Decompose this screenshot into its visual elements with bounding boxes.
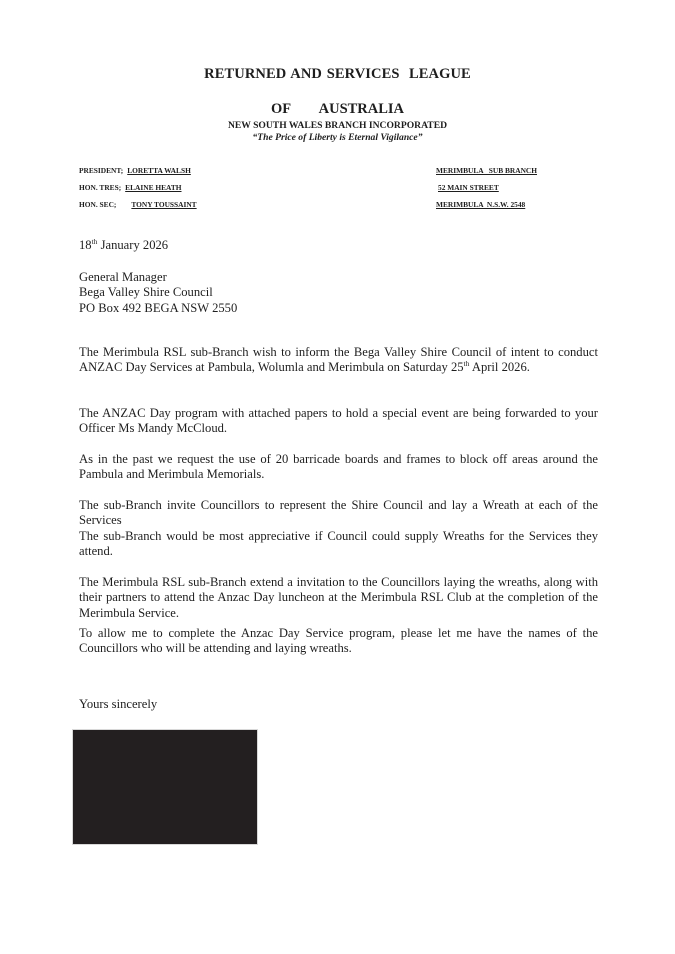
sender-address-line: MERIMBULA SUB BRANCH: [436, 166, 538, 175]
paragraph-text: The Merimbula RSL sub-Branch wish to inform the Bega Valley Shire Council of intent to conduct ANZAC Day Services at Pambula, Wolumla and Merimbula on Saturday 25: [79, 345, 598, 375]
officer-president: [79, 166, 191, 175]
recipient-line: Bega Valley Shire Council: [79, 285, 213, 300]
paragraph-luncheon: The Merimbula RSL sub-Branch extend a invitation to the Councillors laying the wreaths, along with their partners to attend the Anzac Day luncheon at the Merimbula RSL Club at the completion of the Merimbula Service.: [79, 575, 598, 620]
letterhead-title: RETURNED AND SERVICES LEAGUE: [204, 66, 471, 82]
officer-role: HON. TRES;: [79, 183, 122, 192]
paragraph-text: April 2026.: [469, 360, 530, 375]
recipient-line: General Manager: [79, 270, 167, 284]
recipient-line: PO Box 492 BEGA NSW 2550: [79, 300, 238, 315]
paragraph-invite-councillors: The sub-Branch invite Councillors to represent the Shire Council and lay a Wreath at each of the Services: [79, 498, 598, 528]
sender-address-line: 52 MAIN STREET: [438, 183, 499, 192]
paragraph-intent: [79, 345, 598, 376]
letterhead-motto: “The Price of Liberty is Eternal Vigilance”: [252, 132, 423, 143]
paragraph-program: The ANZAC Day program with attached papers to hold a special event are being forwarded to your Officer Ms Mandy McCloud.: [79, 406, 598, 436]
paragraph-barricades: As in the past we request the use of 20 barricade boards and frames to block off areas around the Pambula and Merimbula Memorials.: [79, 452, 598, 482]
date-suffix: th: [91, 236, 98, 246]
officer-name: TONY TOUSSAINT: [131, 200, 197, 209]
officer-name: ELAINE HEATH: [125, 183, 182, 192]
letter-body: [79, 345, 598, 376]
redacted-signature: [72, 729, 258, 845]
officer-role: HON. SEC;: [79, 200, 117, 209]
letterhead-branch: NEW SOUTH WALES BRANCH INCORPORATED: [227, 120, 448, 131]
sender-address-line: MERIMBULA N.S.W. 2548: [436, 200, 526, 209]
officer-secretary: [79, 200, 197, 209]
paragraph-names-request: To allow me to complete the Anzac Day Service program, please let me have the names of the Councillors who will be attending and laying wreaths.: [79, 626, 598, 656]
letterhead-subtitle: OF AUSTRALIA: [270, 101, 405, 117]
date-rest: January 2026: [97, 238, 169, 252]
recipient-address: [79, 270, 598, 316]
closing: Yours sincerely: [79, 697, 158, 711]
paragraph-wreaths: The sub-Branch would be most appreciative if Council could supply Wreaths for the Services they attend.: [79, 528, 598, 559]
officer-treasurer: [79, 183, 182, 192]
officer-role: PRESIDENT;: [79, 166, 124, 175]
ordinal-suffix: th: [463, 359, 470, 369]
date-day: 18: [79, 238, 92, 252]
officer-name: LORETTA WALSH: [127, 166, 191, 175]
letter-date: [79, 238, 598, 253]
